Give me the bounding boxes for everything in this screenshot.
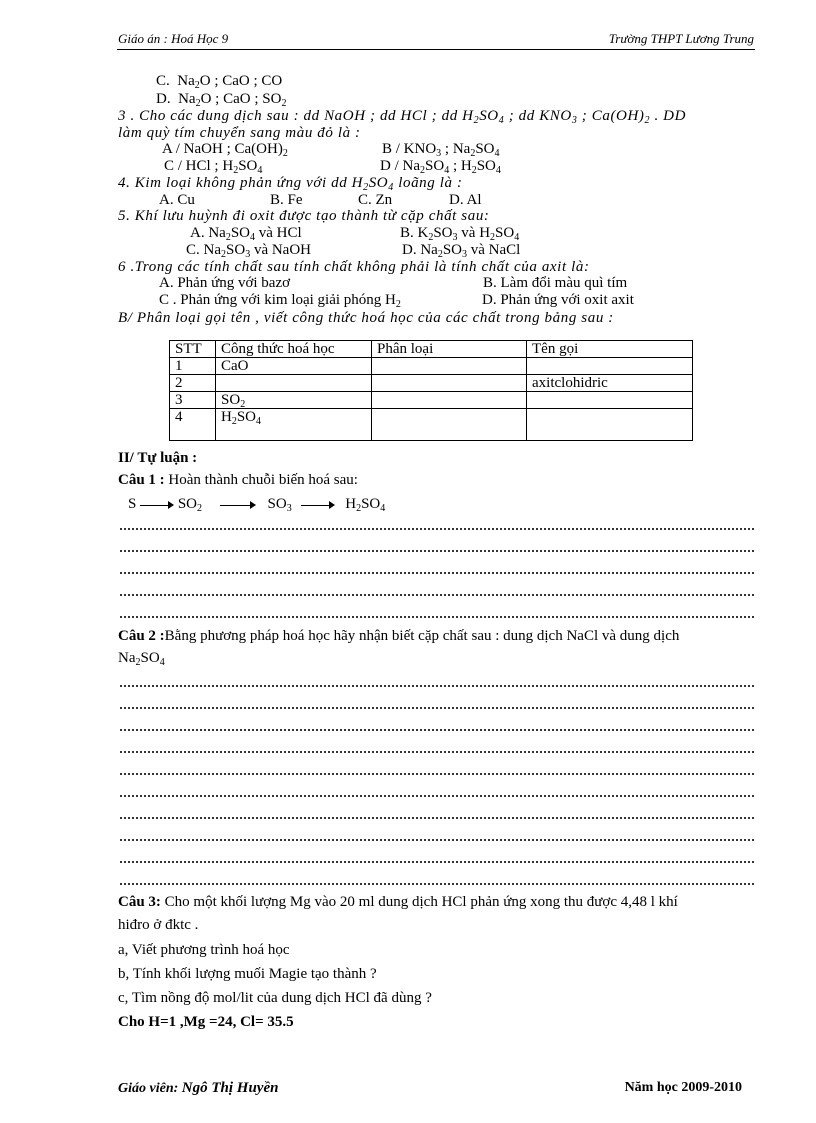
- arrow-icon: [220, 500, 256, 510]
- table-header: STT: [170, 341, 216, 358]
- section-b-title: B/ Phân loại gọi tên , viết công thức hoá học của các chất trong bảng sau :: [118, 310, 614, 326]
- option-c-formula: $Na_2O$ ; CaO ; CO: [177, 73, 283, 91]
- q5-question: 5. Khí lưu huỳnh đi oxit được tạo thành từ cặp chất sau:: [118, 208, 490, 224]
- table-cell-type: [372, 375, 527, 392]
- table-cell-name: axitclohidric: [527, 375, 693, 392]
- table-header: Phân loại: [372, 341, 527, 358]
- table-cell-stt: 3: [170, 392, 216, 409]
- q3-line2: làm quỳ tím chuyển sang màu đỏ là :: [118, 125, 361, 141]
- table-cell-name: [527, 358, 693, 375]
- cau3-text: Cho một khối lượng Mg vào 20 ml dung dịch HCl phản ứng xong thu được 4,48 l khí: [160, 894, 678, 910]
- answer-line: [120, 594, 754, 596]
- answer-line: [120, 550, 754, 552]
- answer-line: [120, 751, 754, 753]
- q4-option-d: D. Al: [449, 192, 482, 208]
- footer-year: Năm học 2009-2010: [624, 1080, 742, 1095]
- table-cell-name: [527, 409, 693, 441]
- q3-line1: 3 . Cho các dung dịch sau : dd NaOH ; dd HCl ; dd $H_2SO_4$ ; dd $KNO_3$ ; $Ca(OH)_2$ . DD: [118, 108, 687, 126]
- option-d-formula: $Na_2O$ ; CaO ; $SO_2$: [178, 91, 287, 109]
- answer-line: [120, 883, 754, 885]
- table-cell-formula: [216, 375, 372, 392]
- header-left: Giáo án : Hoá Học 9: [118, 31, 229, 46]
- chain-so3: $SO_3$: [267, 496, 292, 514]
- header-divider: [117, 49, 755, 50]
- table-row: [170, 375, 693, 392]
- q6-option-b: B. Làm đổi màu quì tím: [483, 275, 628, 291]
- cau2-line2: $Na_2SO_4$: [118, 650, 165, 668]
- chain-h2so4: $H_2SO_4$: [345, 496, 386, 514]
- footer-teacher-label: Giáo viên:: [118, 1081, 179, 1096]
- header-right: Trường THPT Lương Trung: [608, 31, 754, 46]
- answer-line: [120, 729, 754, 731]
- q4-option-c: C. Zn: [358, 192, 393, 208]
- cau1-text: Hoàn thành chuỗi biến hoá sau:: [164, 472, 358, 488]
- cau3-line2: hiđro ở đktc .: [118, 917, 199, 933]
- q3-option-a: A / NaOH ; $Ca(OH)_2$: [162, 141, 288, 159]
- table-cell-formula: $SO_2$: [216, 392, 372, 409]
- table-cell-type: [372, 409, 527, 441]
- table-row: [170, 392, 693, 409]
- cau2-label: Câu 2 :: [118, 628, 165, 644]
- answer-line: [120, 861, 754, 863]
- table-row: [170, 409, 693, 441]
- cau3-line1: [118, 894, 678, 911]
- cau3-part-a: a, Viết phương trình hoá học: [118, 942, 290, 958]
- q3-option-b: B / $KNO_3$ ; $Na_2SO_4$: [382, 141, 500, 159]
- table-cell-stt: 1: [170, 358, 216, 375]
- answer-line: [120, 707, 754, 709]
- chain-s: S: [128, 496, 137, 512]
- footer-teacher-name: Ngô Thị Huyền: [181, 1080, 279, 1096]
- answer-line: [120, 817, 754, 819]
- answer-line: [120, 795, 754, 797]
- table-cell-name: [527, 392, 693, 409]
- table-cell-stt: 2: [170, 375, 216, 392]
- arrow-icon: [301, 500, 335, 510]
- cau1-label: Câu 1 :: [118, 472, 165, 488]
- answer-line: [120, 616, 754, 618]
- cau3-given: Cho H=1 ,Mg =24, Cl= 35.5: [118, 1014, 294, 1030]
- q5-option-b: B. $K_2SO_3$ và $H_2SO_4$: [400, 225, 520, 243]
- table-cell-formula: CaO: [216, 358, 372, 375]
- option-c: C. $Na_2O$ ; CaO ; CO: [156, 73, 283, 91]
- q5-option-a: A. $Na_2SO_4$ và HCl: [190, 225, 302, 243]
- q6-question: 6 .Trong các tính chất sau tính chất không phải là tính chất của axit là:: [118, 259, 590, 275]
- chain-so2: $SO_2$: [177, 496, 203, 514]
- part2-title: II/ Tự luận :: [118, 450, 198, 466]
- answer-line: [120, 839, 754, 841]
- answer-line: [120, 685, 754, 687]
- q3-option-c: C / HCl ; $H_2SO_4$: [164, 158, 263, 176]
- cau1-line: [118, 472, 358, 489]
- cau2-line1: [118, 628, 679, 645]
- table-row: [170, 358, 693, 375]
- cau3-label: Câu 3:: [118, 894, 161, 910]
- q4-option-a: A. Cu: [159, 192, 195, 208]
- q3-option-d: D / $Na_2SO_4$ ; $H_2SO_4$: [380, 158, 501, 176]
- option-d: D. $Na_2O$ ; CaO ; $SO_2$: [156, 91, 287, 109]
- cau3-part-b: b, Tính khối lượng muối Magie tạo thành ?: [118, 966, 377, 982]
- q5-option-c: C. $Na_2SO_3$ và NaOH: [186, 242, 312, 260]
- table-cell-formula: $H_2SO_4$: [216, 409, 372, 441]
- answer-line: [120, 528, 754, 530]
- table-cell-stt: 4: [170, 409, 216, 441]
- classification-table: [169, 340, 693, 441]
- cau3-part-c: c, Tìm nồng độ mol/lit của dung dịch HCl đã dùng ?: [118, 990, 432, 1006]
- answer-line: [120, 773, 754, 775]
- table-header-row: [170, 341, 693, 358]
- arrow-icon: [140, 500, 174, 510]
- cau2-text: Bằng phương pháp hoá học hãy nhận biết cặp chất sau : dung dịch NaCl và dung dịch: [164, 628, 680, 644]
- answer-line: [120, 572, 754, 574]
- footer-teacher: [118, 1080, 278, 1097]
- table-cell-type: [372, 358, 527, 375]
- q6-option-c: C . Phản ứng với kim loại giải phóng $H_2$: [159, 292, 401, 310]
- q5-option-d: D. $Na_2SO_3$ và NaCl: [402, 242, 521, 260]
- q4-question: 4. Kim loại không phản ứng với dd $H_2SO_4$ loãng là :: [118, 175, 463, 193]
- q6-option-d: D. Phản ứng với oxit axit: [482, 292, 634, 308]
- table-header: Công thức hoá học: [216, 341, 372, 358]
- q6-option-a: A. Phản ứng với bazơ: [159, 275, 291, 291]
- q4-option-b: B. Fe: [270, 192, 303, 208]
- reaction-chain: [128, 496, 385, 513]
- table-cell-type: [372, 392, 527, 409]
- table-header: Tên gọi: [527, 341, 693, 358]
